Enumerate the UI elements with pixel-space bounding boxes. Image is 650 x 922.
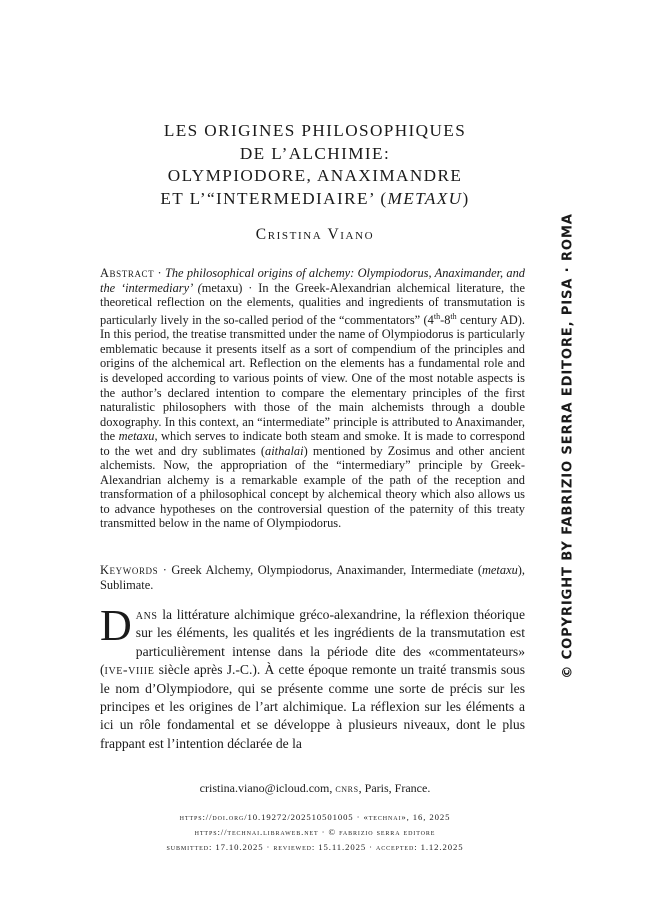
abstract-title-close: ) · (238, 280, 259, 295)
title-line-1: LES ORIGINES PHILOSOPHIQUES (163, 121, 467, 140)
abstract-english-title: The philosophical origins of alchemy: Olympiodorus, Anaximander, and the ‘intermediary’ ( (100, 266, 525, 295)
title-line-4 (100, 188, 530, 211)
keywords-term: metaxu (481, 563, 518, 577)
abstract-text-3: , which serves to indicate both steam and smoke. It is made to correspond to the wet and dry sublimates ( (100, 429, 525, 458)
keywords (100, 563, 525, 592)
abstract-term-metaxu: metaxu (118, 429, 155, 444)
abstract-sep: · (154, 266, 165, 280)
abstract-text-4: ) mentioned by Zosimus and other ancient alchemists. Now, the appropriation of the “intermediary” principle by Greek-Alexandrian alchemy is a remarkable example of the path of the reception and transformation of a philosophical concept by alchemical theory which also allows us to advance hypotheses on the controversial question of the paternity of this treaty transmitted below in the name of Olympiodorus. (100, 443, 525, 531)
footer-doi-line: https://doi.org/10.19272/202510501005 · «technai», 16, 2025 (179, 812, 451, 822)
keywords-sep: · (158, 563, 172, 577)
body-text-2: siècle après J.-C.). À cette époque remonte un traité transmis sous le nom d’Olympiodore, qui se présente comme une sorte de précis sur les principes et les origines de l’art alchimique. La réflexion sur les éléments a ici un rôle fondamental et se développe à plusieurs niveaux, dont le plus frappant est l’intention déclarée de la (100, 662, 525, 751)
keywords-label: Keywords (100, 563, 159, 577)
body-text (100, 601, 525, 753)
title-line-4-end: ) (462, 188, 470, 208)
article-title (100, 120, 530, 210)
copyright-notice (558, 215, 578, 677)
abstract-title-term: metaxu (201, 280, 239, 295)
author-name: Cristina Viano (255, 226, 375, 243)
copyright-text: © COPYRIGHT BY FABRIZIO SERRA EDITORE, PISA · ROMA (560, 213, 576, 679)
body-century: ive-viiie (104, 662, 155, 678)
keywords-text-1: Greek Alchemy, Olympiodorus, Anaximander, Intermediate ( (171, 563, 482, 577)
abstract-sup-2: th (450, 311, 457, 321)
keywords-text-2: ), Sublimate. (100, 563, 525, 592)
footer-dates-line: submitted: 17.10.2025 · reviewed: 15.11.2025 · accepted: 1.12.2025 (166, 842, 464, 852)
title-line-4-main: ET L’“INTERMEDIAIRE’ ( (160, 188, 388, 208)
abstract (100, 266, 525, 531)
affiliation-cnrs: cnrs (335, 781, 359, 795)
abstract-dash: -8 (440, 312, 451, 327)
abstract-text-1: In the Greek-Alexandrian alchemical literature, the theoretical reflection on the elements, qualities and ingredients of transmutation is particularly lively in the so-called period of the “commentators” (4 (100, 280, 525, 327)
title-line-2: DE L’ALCHIMIE: (239, 143, 391, 163)
footer-url-line: https://technai.libraweb.net · © fabrizio serra editore (194, 827, 436, 837)
title-line-3: OLYMPIODORE, ANAXIMANDRE (167, 166, 463, 185)
body-smallcaps-opening: ans (135, 607, 158, 622)
abstract-term-aithalai: aithalai (265, 443, 304, 458)
abstract-label: Abstract (100, 266, 155, 280)
abstract-text-2: century AD). In this period, the treatise transmitted under the name of Olympiodorus is particularly emblematic because it presents itself as a sort of compendium of the principles and origins of the alchemical art. Reflection on the elements has a fundamental role and is developed according to various points of view. One of the most notable aspects is the author’s declared intention to compare the elementary principles of the first naturalistic philosophers with those of the main alchemists through a double doxography. In this context, an “intermediate” principle is attributed to Anaximander, the (100, 312, 525, 444)
affiliation-place: , Paris, France. (358, 781, 431, 795)
abstract-sup-1: th (433, 311, 441, 321)
body-text-1: la littérature alchimique gréco-alexandrine, la réflexion théorique sur les éléments, les qualités et les ingrédients de la transmutation est particulièrement intense dans la période dite des «commentateurs» ( (100, 607, 525, 678)
drop-cap: D (100, 601, 132, 650)
title-term-metaxu: METAXU (387, 188, 463, 208)
author-email: cristina.viano@icloud.com, (199, 781, 336, 795)
author-affiliation (100, 781, 530, 796)
